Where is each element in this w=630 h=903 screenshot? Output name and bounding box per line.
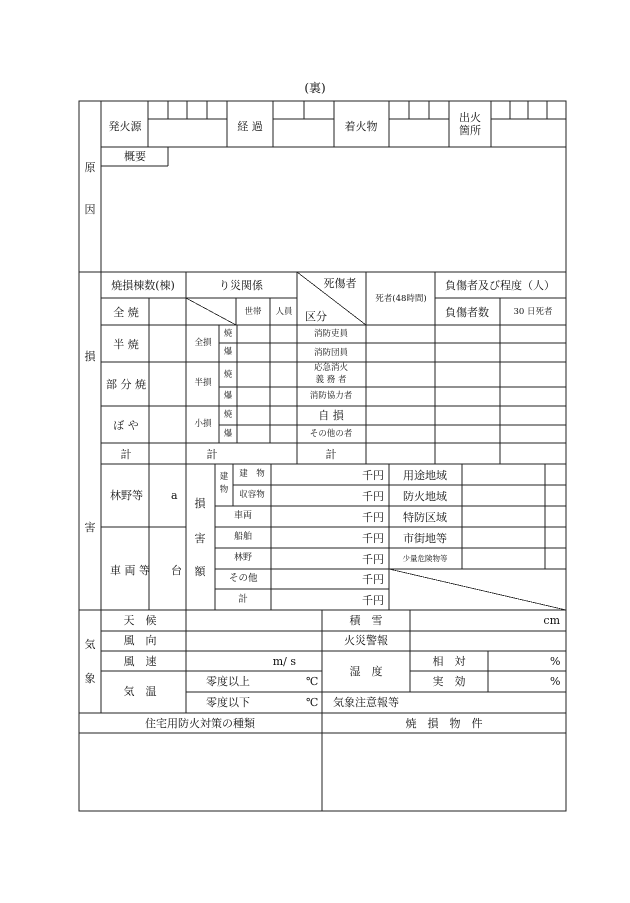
building-group-1: 建 (219, 472, 229, 482)
label-fire-origin-1: 出火 (459, 111, 481, 124)
zone-special: 特防区域 (403, 511, 447, 524)
yen-other: 千円 (362, 573, 384, 586)
loss-half: 半損 (194, 378, 212, 388)
label-burned-buildings: 焼損棟数(棟) (111, 279, 175, 292)
label-weather: 天 候 (123, 614, 157, 627)
cat-total: 計 (325, 448, 337, 461)
label-vehicle: 車 両 等 (110, 564, 150, 577)
section-weather-2: 象 (84, 672, 96, 685)
label-item-vehicle: 車両 (234, 511, 253, 521)
label-below-zero: 零度以下 (206, 696, 250, 709)
label-item-ship: 船舶 (234, 532, 253, 542)
unit-forest: a (171, 489, 178, 502)
row-small-burn: ぼ や (113, 419, 139, 432)
label-process: 経 過 (237, 120, 263, 133)
yen-ship: 千円 (362, 532, 384, 545)
label-above-zero: 零度以上 (206, 675, 250, 688)
loss-amount-1: 損 (194, 497, 206, 510)
building-group-2: 物 (219, 485, 229, 495)
row-partial-burn: 部 分 焼 (106, 378, 146, 391)
cat-cooperator: 消防協力者 (309, 391, 353, 401)
label-wind-dir: 風 向 (123, 634, 157, 647)
label-ignition-source: 発火源 (108, 120, 142, 133)
label-casualty-relation: り災関係 (219, 279, 263, 292)
loss-total: 計 (206, 448, 218, 461)
yen-contents: 千円 (362, 490, 384, 503)
unit-celsius-1: ℃ (306, 675, 319, 688)
loss-full: 全損 (194, 338, 212, 348)
loss-burn-2: 焼 (223, 370, 233, 380)
label-item-forest: 林野 (234, 553, 253, 563)
unit-celsius-2: ℃ (306, 696, 319, 709)
cat-fire-volunteer: 消防団員 (313, 348, 349, 358)
loss-explode-3: 爆 (223, 429, 233, 439)
loss-explode-1: 爆 (223, 347, 233, 357)
label-item-total: 計 (238, 594, 248, 605)
label-fire-origin-2: 箇所 (459, 124, 481, 137)
label-relative: 相 対 (432, 655, 466, 668)
label-death-30day: 30 日死者 (513, 307, 553, 317)
zone-hazmat: 少量危険物等 (402, 554, 448, 563)
cat-emergency-1: 応急消火 (313, 363, 349, 373)
yen-forest: 千円 (362, 553, 384, 566)
yen-total: 千円 (362, 594, 384, 607)
label-humidity: 湿 度 (349, 665, 383, 678)
label-wind-speed: 風 速 (123, 655, 157, 668)
label-category: 区分 (305, 310, 327, 323)
row-total-buildings: 計 (120, 448, 132, 461)
loss-burn-3: 焼 (223, 410, 233, 420)
loss-burn-1: 焼 (223, 329, 233, 339)
unit-snow: cm (543, 614, 560, 627)
label-deaths-injuries: 死傷者 (323, 277, 357, 290)
page-title: (裏) (304, 81, 326, 95)
loss-explode-2: 爆 (223, 391, 233, 401)
label-temperature: 気 温 (123, 685, 157, 698)
zone-fireproof: 防火地域 (403, 490, 447, 503)
cat-emergency-2: 義 務 者 (315, 375, 347, 385)
label-households: 世帯 (244, 307, 262, 317)
label-summary: 概要 (124, 150, 146, 163)
zone-use: 用途地域 (403, 469, 447, 482)
cat-self: 自 損 (318, 409, 344, 422)
label-building: 建 物 (239, 469, 265, 479)
section-weather-1: 気 (84, 638, 96, 651)
yen-building: 千円 (362, 469, 384, 482)
zone-urban: 市街地等 (403, 532, 447, 545)
unit-percent-1: % (550, 655, 561, 668)
label-countermeasures: 住宅用防火対策の種類 (145, 717, 255, 730)
loss-amount-2: 害 (194, 532, 206, 545)
label-fire-warning: 火災警報 (344, 634, 388, 647)
cat-fire-officer: 消防吏員 (313, 329, 349, 339)
label-burned-property: 焼 損 物 件 (405, 717, 483, 730)
label-snow: 積 雪 (349, 614, 383, 627)
cat-other: その他の者 (309, 429, 353, 439)
section-damage-1: 損 (84, 350, 96, 363)
row-half-burn: 半 焼 (113, 338, 139, 351)
yen-vehicle: 千円 (362, 511, 384, 524)
section-damage-2: 害 (84, 521, 96, 534)
unit-percent-2: % (550, 675, 561, 688)
section-cause-1: 原 (84, 161, 96, 174)
label-forest: 林野等 (110, 489, 143, 502)
loss-amount-3: 額 (194, 565, 206, 578)
section-cause-2: 因 (84, 203, 96, 216)
loss-minor: 小損 (194, 419, 212, 429)
unit-vehicle: 台 (171, 564, 182, 577)
row-full-burn: 全 焼 (113, 306, 139, 319)
label-injury-degree: 負傷者及び程度（人） (445, 279, 555, 292)
unit-wind-speed: m/ s (272, 655, 296, 668)
label-contents: 収容物 (239, 490, 265, 500)
label-num-injured: 負傷者数 (445, 306, 489, 319)
label-effective: 実 効 (432, 675, 466, 688)
label-persons: 人員 (275, 307, 293, 317)
label-advisory: 気象注意報等 (333, 696, 399, 709)
label-deaths-48h: 死者(48時間) (375, 294, 427, 304)
label-item-other: その他 (229, 573, 258, 584)
label-first-ignited: 着火物 (344, 120, 378, 133)
